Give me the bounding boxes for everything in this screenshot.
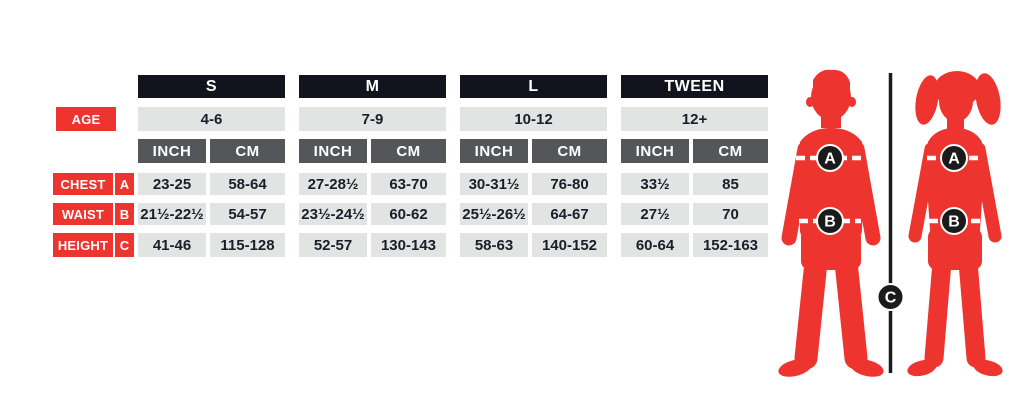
chest-inch-cell: 33½ bbox=[621, 173, 689, 195]
age-cell: 4-6 bbox=[138, 107, 285, 131]
size-header: TWEEN bbox=[621, 75, 768, 98]
chest-row-label: CHEST bbox=[53, 173, 113, 195]
size-column-m bbox=[299, 75, 446, 257]
height-cm-cell: 152-163 bbox=[693, 233, 768, 257]
cm-header: CM bbox=[210, 139, 285, 163]
height-cm-cell: 140-152 bbox=[532, 233, 607, 257]
height-cm-cell: 130-143 bbox=[371, 233, 446, 257]
chest-cm-cell: 76-80 bbox=[532, 173, 607, 195]
waist-inch-cell: 27½ bbox=[621, 203, 689, 225]
girl-chest-marker-label: A bbox=[948, 150, 960, 168]
waist-inch-cell: 23½-24½ bbox=[299, 203, 367, 225]
age-cell: 12+ bbox=[621, 107, 768, 131]
boy-waist-marker-label: B bbox=[824, 213, 836, 231]
height-inch-cell: 41-46 bbox=[138, 233, 206, 257]
height-cm-cell: 115-128 bbox=[210, 233, 285, 257]
chest-inch-cell: 23-25 bbox=[138, 173, 206, 195]
height-inch-cell: 60-64 bbox=[621, 233, 689, 257]
height-row-label: HEIGHT bbox=[53, 233, 113, 257]
size-column-l bbox=[460, 75, 607, 257]
height-inch-cell: 52-57 bbox=[299, 233, 367, 257]
inch-header: INCH bbox=[299, 139, 367, 163]
cm-header: CM bbox=[693, 139, 768, 163]
cm-header: CM bbox=[371, 139, 446, 163]
height-letter-badge: C bbox=[115, 233, 134, 257]
boy-chest-marker-label: A bbox=[824, 150, 836, 168]
age-row-label: AGE bbox=[56, 107, 116, 131]
label-spacer bbox=[53, 139, 134, 163]
girl-waist-marker-label: B bbox=[948, 213, 960, 231]
row-labels-column bbox=[53, 75, 134, 257]
waist-inch-cell: 21½-22½ bbox=[138, 203, 206, 225]
waist-cm-cell: 54-57 bbox=[210, 203, 285, 225]
age-cell: 10-12 bbox=[460, 107, 607, 131]
waist-cm-cell: 64-67 bbox=[532, 203, 607, 225]
inch-header: INCH bbox=[138, 139, 206, 163]
inch-header: INCH bbox=[621, 139, 689, 163]
size-column-s bbox=[138, 75, 285, 257]
waist-row-label: WAIST bbox=[53, 203, 113, 225]
size-header: M bbox=[299, 75, 446, 98]
size-column-tween bbox=[621, 75, 768, 257]
size-header: S bbox=[138, 75, 285, 98]
chest-inch-cell: 27-28½ bbox=[299, 173, 367, 195]
inch-header: INCH bbox=[460, 139, 528, 163]
chest-cm-cell: 63-70 bbox=[371, 173, 446, 195]
chest-inch-cell: 30-31½ bbox=[460, 173, 528, 195]
size-header: L bbox=[460, 75, 607, 98]
cm-header: CM bbox=[532, 139, 607, 163]
label-spacer bbox=[53, 75, 134, 98]
chest-letter-badge: A bbox=[115, 173, 134, 195]
waist-cm-cell: 70 bbox=[693, 203, 768, 225]
waist-inch-cell: 25½-26½ bbox=[460, 203, 528, 225]
age-cell: 7-9 bbox=[299, 107, 446, 131]
height-inch-cell: 58-63 bbox=[460, 233, 528, 257]
chest-cm-cell: 85 bbox=[693, 173, 768, 195]
height-marker-label: C bbox=[884, 289, 897, 307]
chest-cm-cell: 58-64 bbox=[210, 173, 285, 195]
size-table bbox=[53, 75, 768, 257]
waist-letter-badge: B bbox=[115, 203, 134, 225]
measurement-figure bbox=[764, 62, 1024, 382]
waist-cm-cell: 60-62 bbox=[371, 203, 446, 225]
